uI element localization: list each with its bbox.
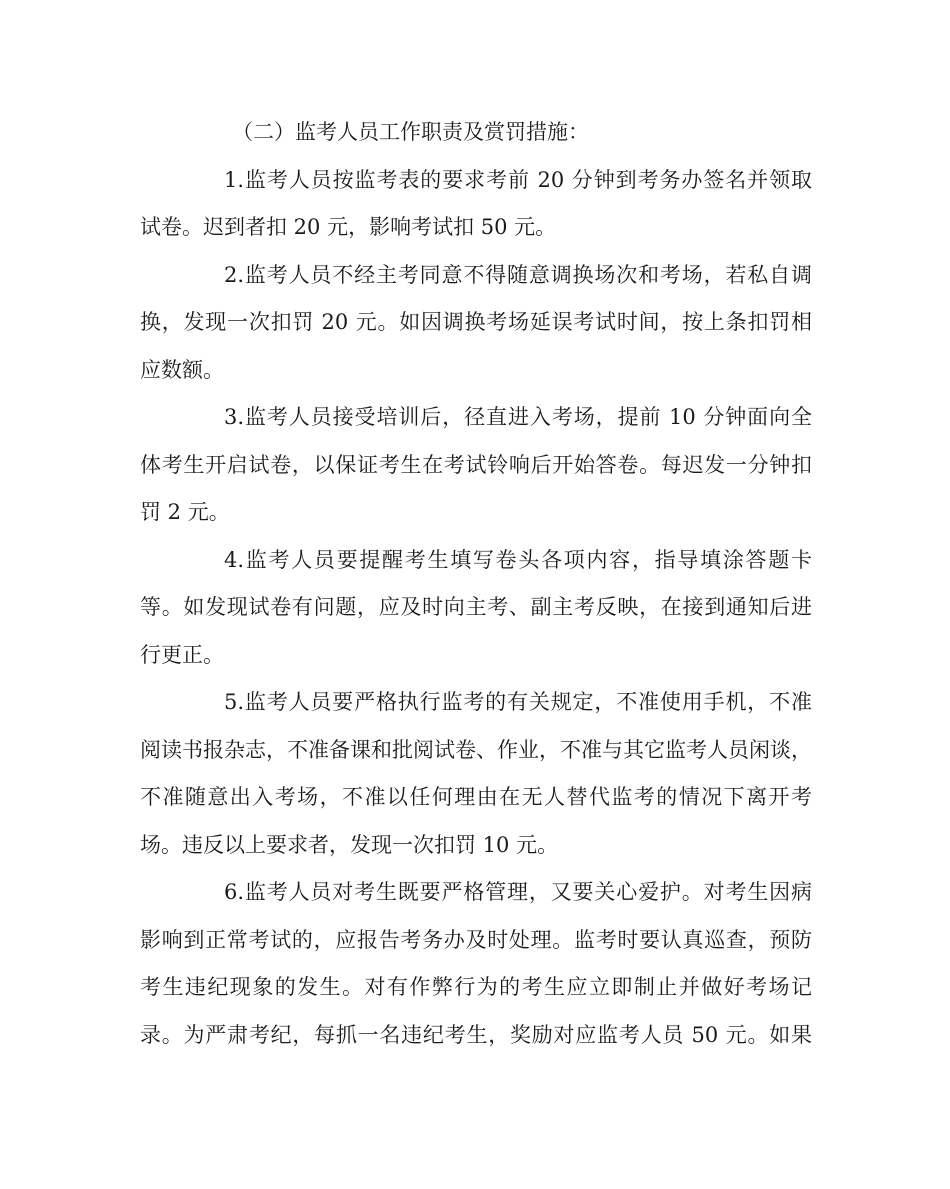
paragraph-line: 应数额。 [140, 357, 224, 382]
paragraph-line: 等。如发现试卷有问题，应及时向主考、副主考反映，在接到通知后进 [140, 595, 812, 619]
paragraph-line: 试卷。迟到者扣 20 元，影响考试扣 50 元。 [140, 215, 557, 239]
paragraph-line: 体考生开启试卷，以保证考生在考试铃响后开始答卷。每迟发一分钟扣 [140, 452, 812, 477]
paragraph-line: 4.监考人员要提醒考生填写卷头各项内容，指导填涂答题卡 [224, 547, 812, 572]
paragraph-line: 3.监考人员接受培训后，径直进入考场，提前 10 分钟面向全 [224, 405, 812, 429]
paragraph-line: 行更正。 [140, 642, 224, 667]
paragraph-line: 不准随意出入考场，不准以任何理由在无人替代监考的情况下离开考 [140, 785, 812, 809]
paragraph-6 [140, 869, 812, 1059]
paragraph-line: 场。违反以上要求者，发现一次扣罚 10 元。 [140, 832, 559, 857]
paragraph-line: 1.监考人员按监考表的要求考前 20 分钟到考务办签名并领取 [224, 167, 812, 192]
paragraph-4 [140, 537, 812, 680]
section-heading: （二）监考人员工作职责及赏罚措施： [232, 120, 589, 144]
document-body [140, 109, 812, 1059]
paragraph-line: 考生违纪现象的发生。对有作弊行为的考生应立即制止并做好考场记 [140, 975, 812, 999]
paragraph-line: 5.监考人员要严格执行监考的有关规定，不准使用手机，不准 [224, 690, 812, 714]
paragraph-line: 阅读书报杂志，不准备课和批阅试卷、作业，不准与其它监考人员闲谈， [140, 737, 812, 762]
paragraph-line: 录。为严肃考纪，每抓一名违纪考生，奖励对应监考人员 50 元。如果 [140, 1022, 812, 1047]
paragraph-line: 罚 2 元。 [140, 500, 230, 524]
paragraph-line: 换，发现一次扣罚 20 元。如因调换考场延误考试时间，按上条扣罚相 [140, 310, 812, 334]
paragraph-line: 2.监考人员不经主考同意不得随意调换场次和考场，若私自调 [224, 262, 812, 287]
paragraph-3 [140, 394, 812, 537]
paragraph-line: 影响到正常考试的，应报告考务办及时处理。监考时要认真巡查，预防 [140, 927, 812, 952]
paragraph-line: 6.监考人员对考生既要严格管理，又要关心爱护。对考生因病 [224, 880, 812, 904]
paragraph-5 [140, 679, 812, 869]
paragraph-2 [140, 252, 812, 395]
paragraph-1 [140, 157, 812, 252]
